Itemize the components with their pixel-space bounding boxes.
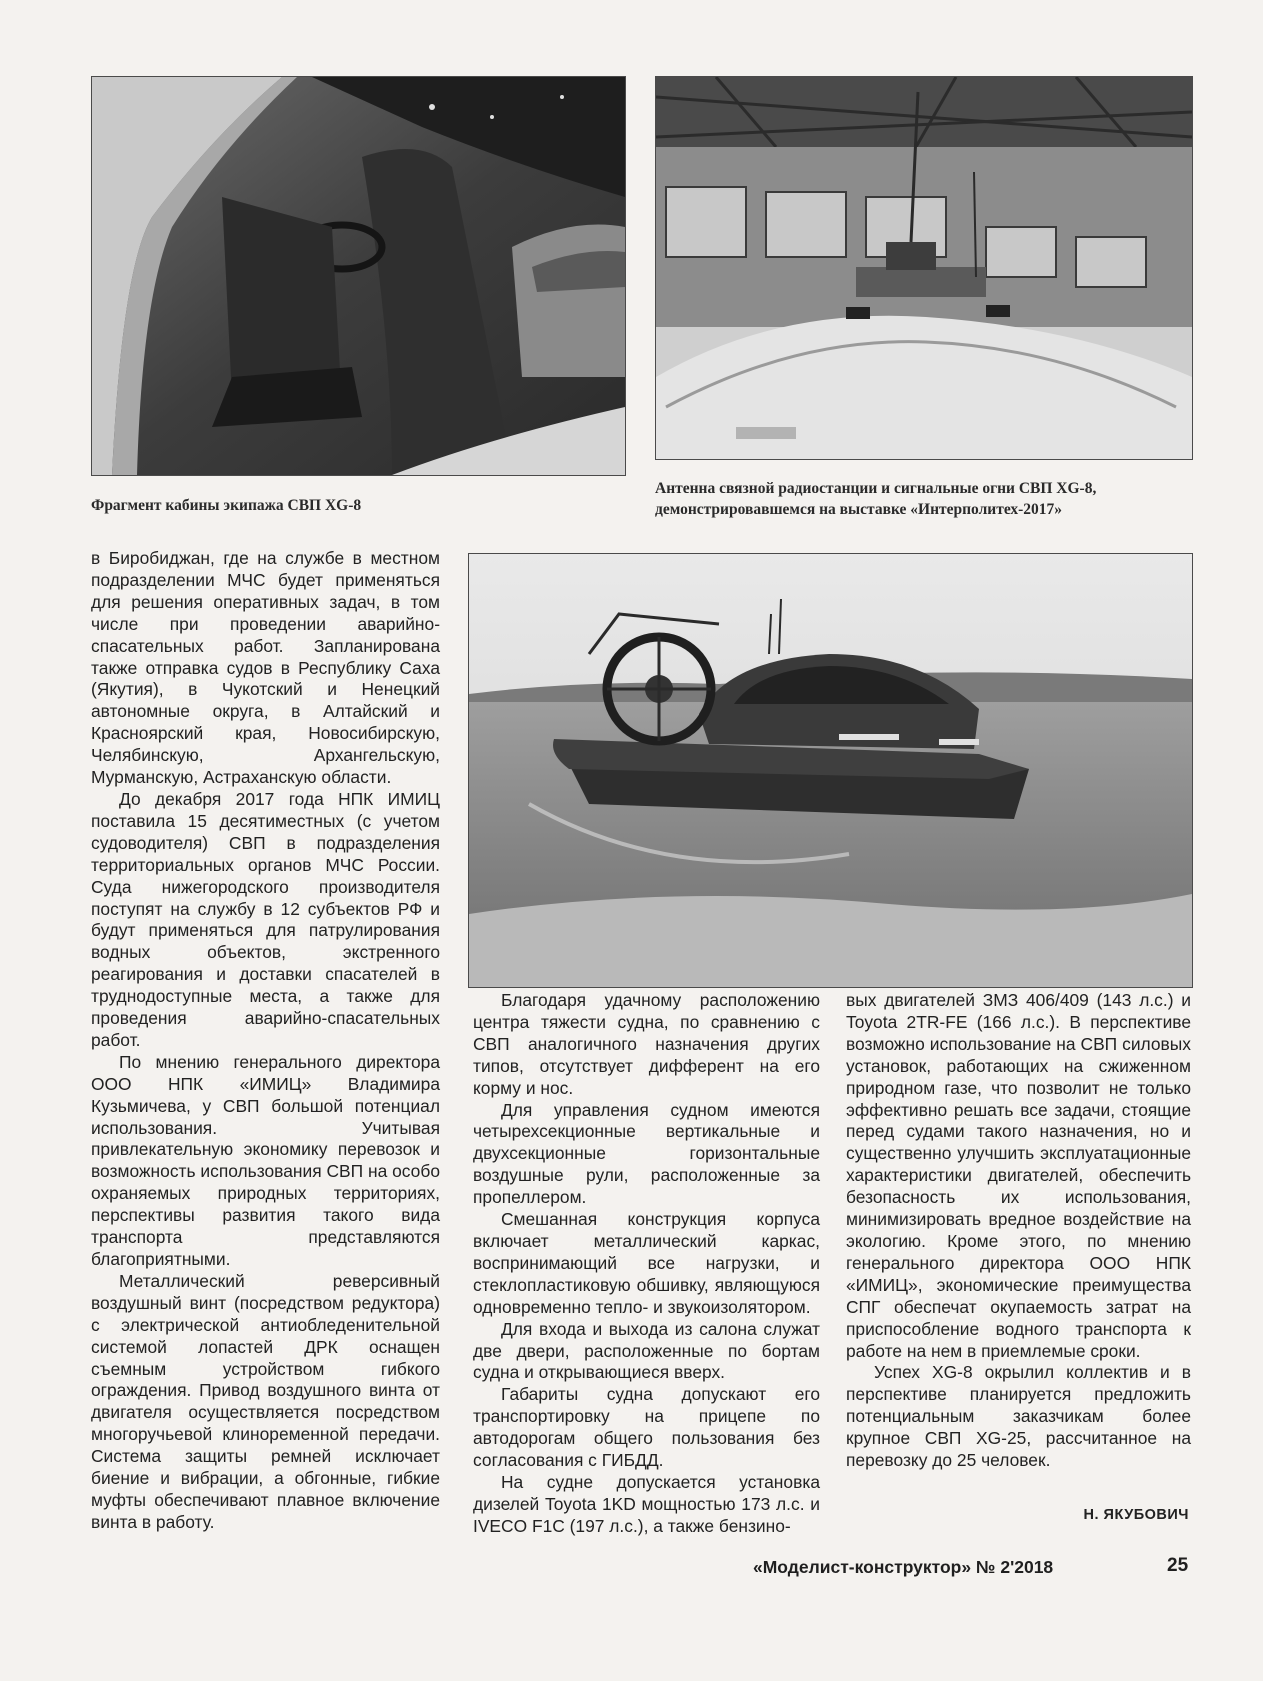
paragraph: Для входа и выхода из салона служат две двери, расположенные по бортам судна и открывающиеся вверх. — [473, 1318, 820, 1383]
paragraph: Успех XG-8 окрылил коллектив и в перспективе планируется предложить потенциальным заказчикам более крупное СВП XG-25, рассчитанное на перевозку до 25 человек. — [846, 1362, 1191, 1471]
paragraph: Смешанная конструкция корпуса включает металлический каркас, воспринимающий все нагрузки, и стеклопластиковую обшивку, являющуюся одновременно тепло- и звукоизолятором. — [473, 1209, 820, 1317]
photo-hovercraft-on-water — [468, 553, 1193, 988]
caption-antenna: Антенна связной радиостанции и сигнальные огни СВП XG-8, демонстрировавшемся на выставке «Интерполитех-2017» — [655, 480, 1097, 518]
text-column-3 — [846, 990, 1191, 1472]
photo-antenna-roof — [655, 76, 1193, 460]
caption-cabin: Фрагмент кабины экипажа СВП XG-8 — [91, 497, 362, 514]
paragraph: По мнению генерального директора ООО НПК «ИМИЦ» Владимира Кузьмичева, у СВП большой потенциал использования. Учитывая привлекательную экономику перевозок и возможность использования СВП на особо охраняемых природных территориях, перспективы развития такого вида транспорта представляются благоприятными. — [91, 1051, 440, 1269]
paragraph: До декабря 2017 года НПК ИМИЦ поставила 15 десятиместных (с учетом судоводителя) СВП в подразделения территориальных органов МЧС России. Суда нижегородского производителя поступят на службу в 12 субъектов РФ и будут применяться для патрулирования водных объектов, экстренного реагирования и доставки спасателей в труднодоступные места, а также для проведения аварийно-спасательных работ. — [91, 788, 440, 1050]
paragraph: На судне допускается установка дизелей Toyota 1KD мощностью 173 л.с. и IVECO F1C (197 л.с.), а также бензино- — [473, 1471, 820, 1536]
text-column-2 — [473, 990, 820, 1538]
text-column-1 — [91, 548, 440, 1534]
photo-cabin-interior — [91, 76, 626, 476]
paragraph: вых двигателей ЗМЗ 406/409 (143 л.с.) и Toyota 2TR-FE (166 л.с.). В перспективе возможно использование на СВП силовых установок, работающих на сжиженном природном газе, что позволит не только эффективно решать все задачи, стоящие перед судами такого назначения, но и существенно улучшить эксплуатационные характеристики двигателей, обеспечить безопасность их использования, минимизировать вредное воздействие на экологию. Кроме этого, по мнению генерального директора ООО НПК «ИМИЦ», экономические преимущества СПГ обеспечат окупаемость затрат на приспособление водного транспорта к работе на нем в приемлемые сроки. — [846, 990, 1191, 1361]
paragraph: Металлический реверсивный воздушный винт (посредством редуктора) с электрической антиобледенительной системой лопастей ДРК оснащен съемным устройством гибкого ограждения. Привод воздушного винта от двигателя осуществляется посредством многоручьевой клиноременной передачи. Система защиты ремней исключает биение и вибрации, а обгонные, гибкие муфты обеспечивают плавное включение винта в работу. — [91, 1270, 440, 1532]
paragraph: Для управления судном имеются четырехсекционные вертикальные и двухсекционные горизонтальные воздушные рули, расположенные за пропеллером. — [473, 1099, 820, 1208]
paragraph: в Биробиджан, где на службе в местном подразделении МЧС будет применяться для решения оперативных задач, в том числе при проведении аварийно-спасательных работ. Запланирована также отправка судов в Республику Саха (Якутия), в Чукотский и Ненецкий автономные округа, в Алтайский и Красноярский края, Новосибирскую, Челябинскую, Архангельскую, Мурманскую, Астраханскую области. — [91, 548, 440, 788]
author-signature: Н. ЯКУБОВИЧ — [1083, 1507, 1189, 1523]
footer-journal-title: «Моделист-конструктор» № 2'2018 — [753, 1557, 1054, 1577]
paragraph: Благодаря удачному расположению центра тяжести судна, по сравнению с СВП аналогичного назначения других типов, отсутствует дифферент на его корму и нос. — [473, 990, 820, 1098]
paragraph: Габариты судна допускают его транспортировку на прицепе по автодорогам общего пользования без согласования с ГИБДД. — [473, 1384, 820, 1471]
page-number: 25 — [1167, 1555, 1189, 1576]
